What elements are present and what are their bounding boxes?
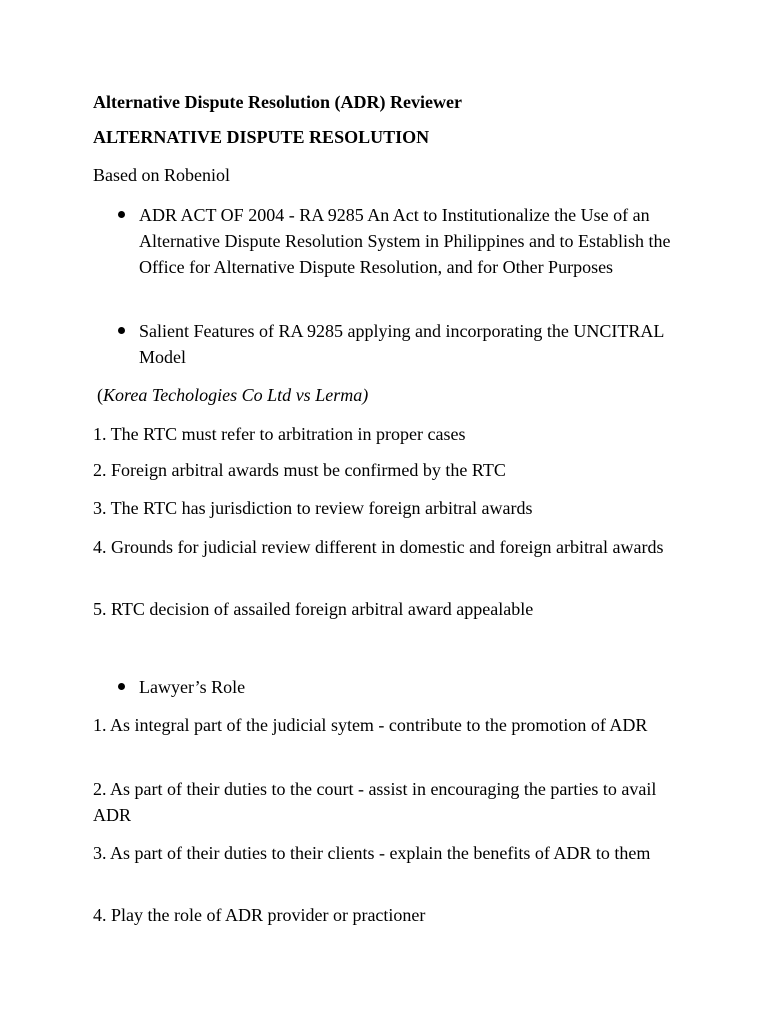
- bullet-dot: [118, 211, 125, 218]
- case-vs: vs: [291, 385, 316, 405]
- bullet-lawyers-role: Lawyer’s Role: [139, 677, 246, 697]
- section-heading: ALTERNATIVE DISPUTE RESOLUTION: [93, 127, 430, 147]
- case-name: Korea Techologies Co Ltd: [103, 385, 292, 405]
- list-item: 1. As integral part of the judicial sytem - contribute to the promotion of ADR: [93, 715, 648, 735]
- bullet-dot: [118, 327, 125, 334]
- list-item: 3. The RTC has jurisdiction to review foreign arbitral awards: [93, 498, 533, 518]
- bullet-salient-features: Salient Features of RA 9285 applying and incorporating the UNCITRAL Model: [139, 321, 664, 367]
- case-open-paren: (: [97, 385, 103, 405]
- document-title: Alternative Dispute Resolution (ADR) Reviewer: [93, 92, 462, 112]
- list-item: 5. RTC decision of assailed foreign arbitral award appealable: [93, 599, 534, 619]
- list-item: 2. Foreign arbitral awards must be confirmed by the RTC: [93, 460, 506, 480]
- list-item: 1. The RTC must refer to arbitration in proper cases: [93, 424, 466, 444]
- case-reference: [97, 382, 368, 408]
- case-party: Lerma): [315, 385, 369, 405]
- list-item: 3. As part of their duties to their clients - explain the benefits of ADR to them: [93, 843, 651, 863]
- list-item: 4. Play the role of ADR provider or practioner: [93, 905, 426, 925]
- list-item: 4. Grounds for judicial review different in domestic and foreign arbitral awards: [93, 537, 664, 557]
- bullet-adr-act: ADR ACT OF 2004 - RA 9285 An Act to Institutionalize the Use of an Alternative Dispute Resolution System in Philippines and to Establish the Office for Alternative Dispute Resolution, and for Other Purposes: [139, 205, 671, 277]
- list-item: 2. As part of their duties to the court - assist in encouraging the parties to avail ADR: [93, 779, 657, 825]
- bullet-dot: [118, 683, 125, 690]
- subtitle: Based on Robeniol: [93, 165, 230, 185]
